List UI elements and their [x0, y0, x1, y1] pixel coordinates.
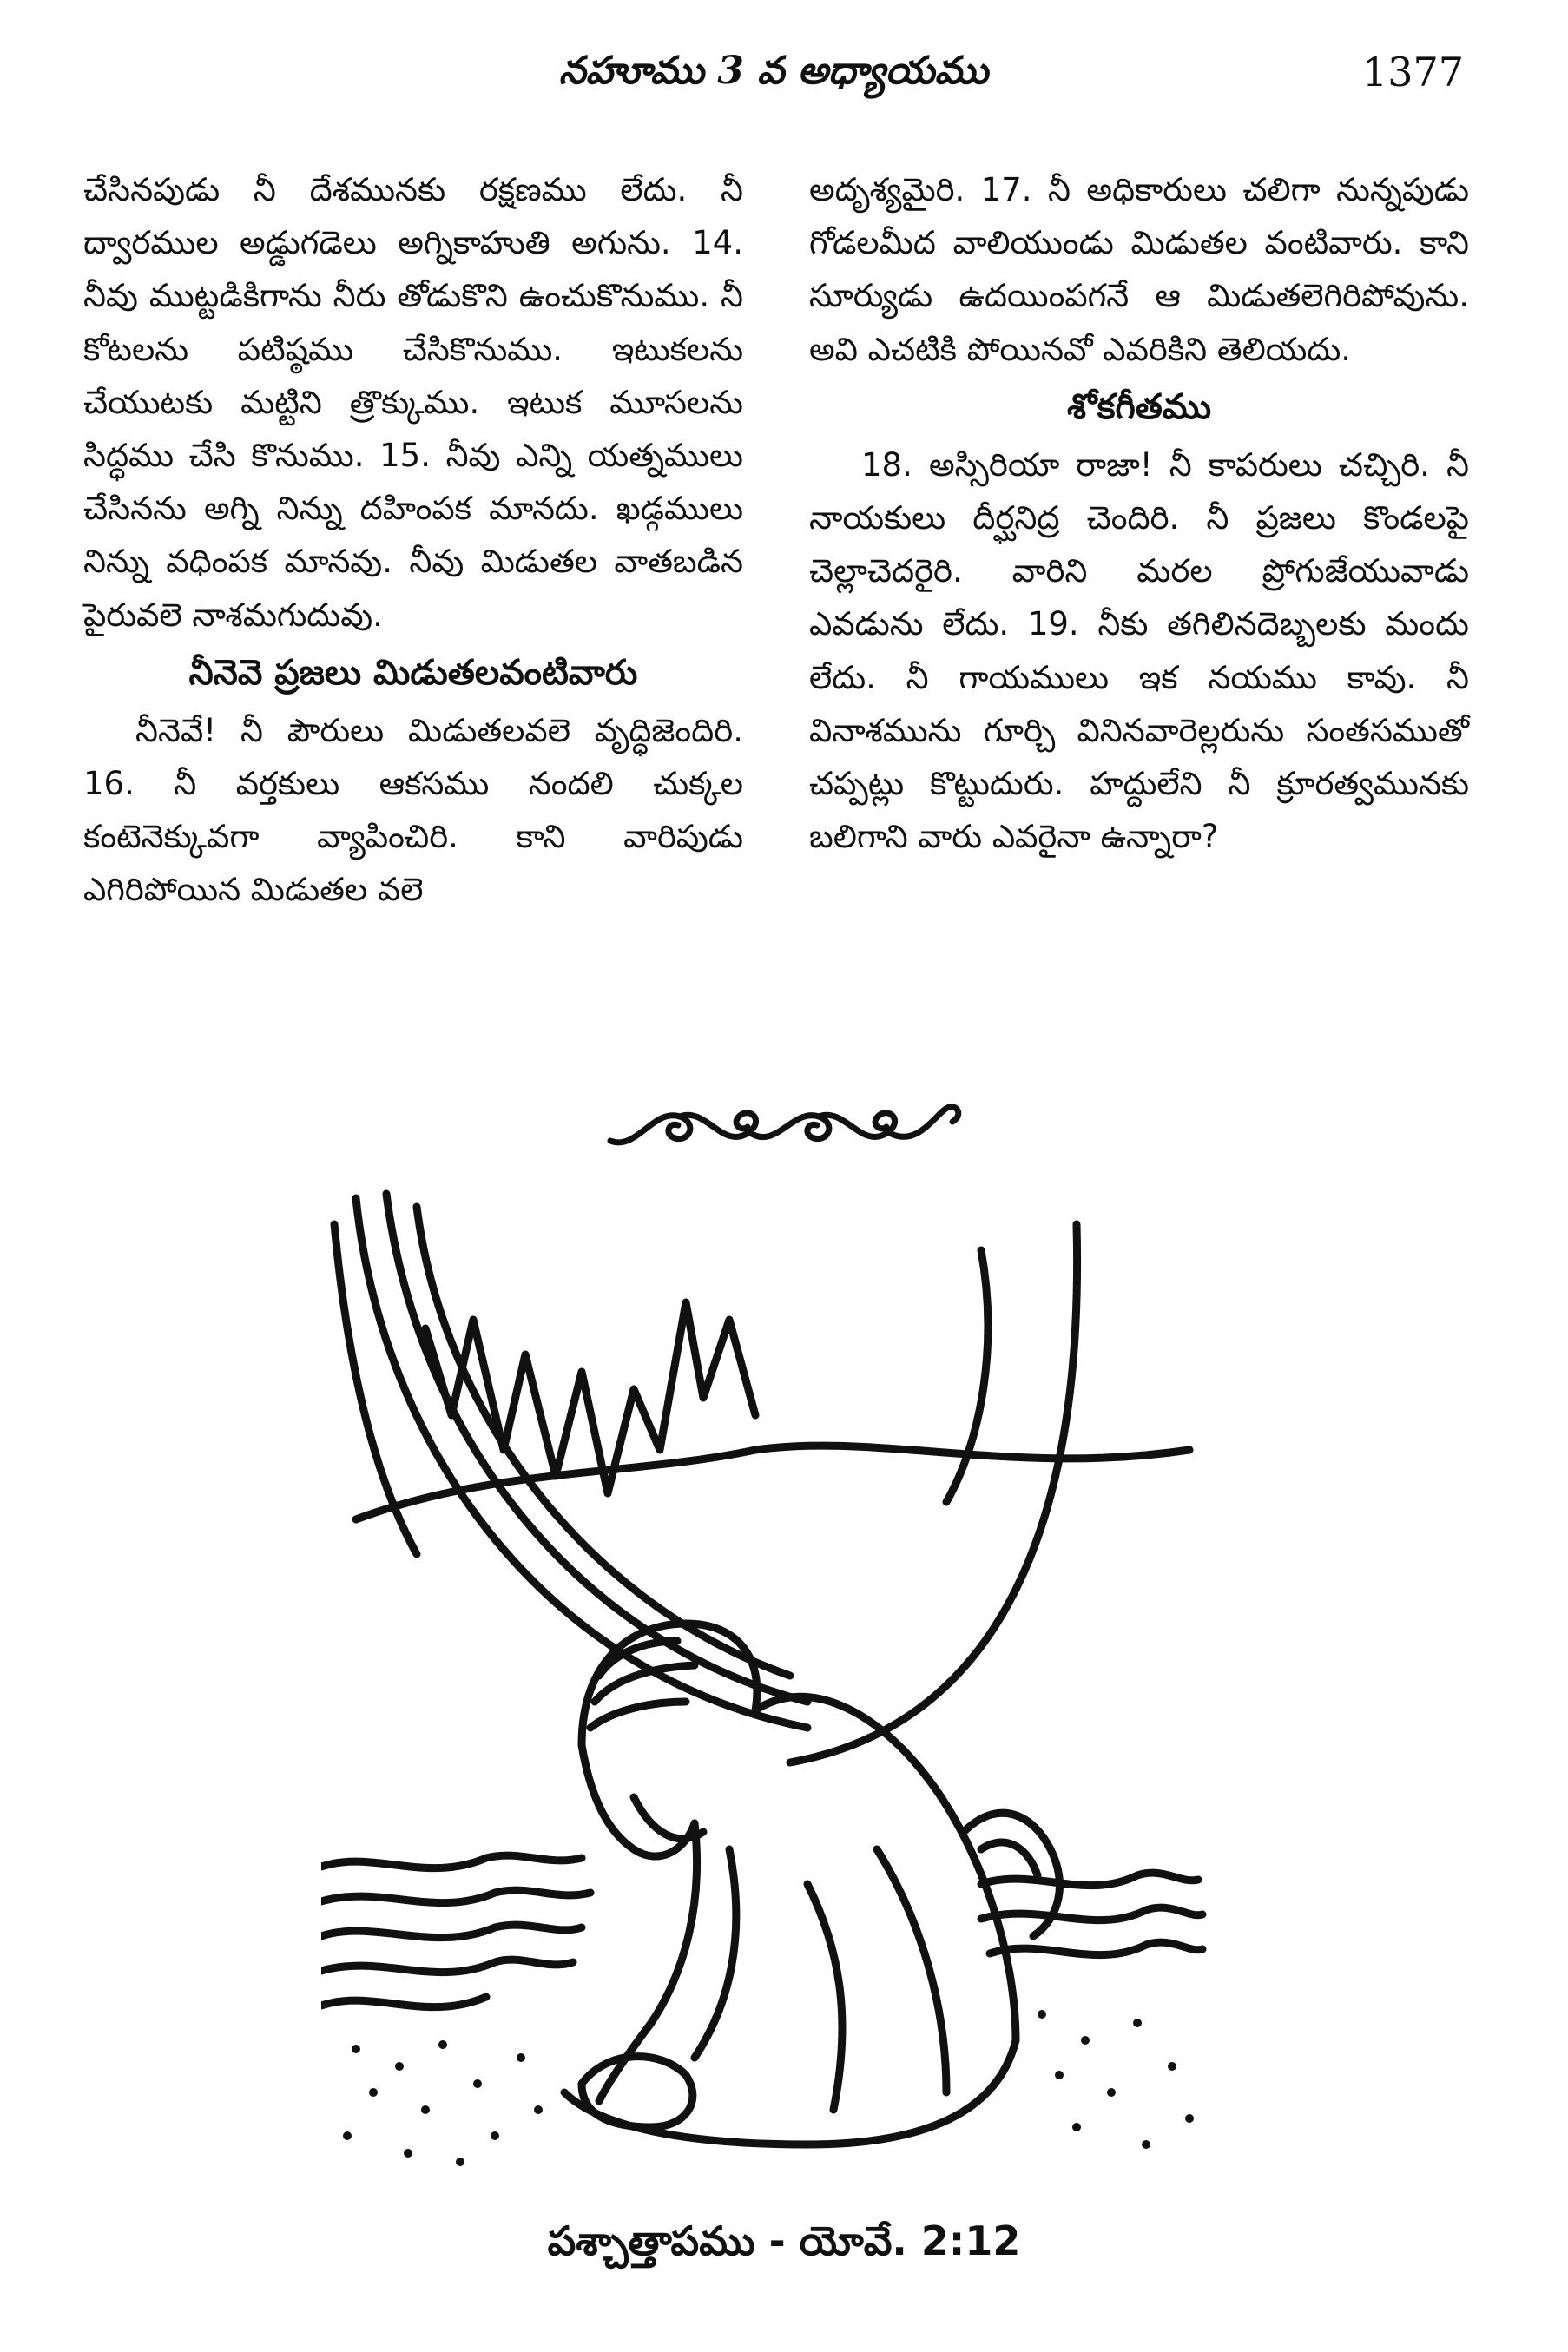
running-title: నహూము 3 వ అధ్యాయము	[558, 49, 989, 93]
left-column	[83, 163, 743, 917]
right-column	[809, 163, 1469, 863]
right-section-heading: శోకగీతము	[1066, 386, 1212, 427]
right-paragraph-1: అదృశ్యమైరి. 17. నీ అధికారులు చలిగా నున్నపుడు గోడలమీద వాలియుండు మిడుతల వంటివారు. కాని సూర్యుడు ఉదయింపగనే ఆ మిడుతలెగిరిపోవును. అవి ఎచటికి పోయినవో ఎవరికిని తెలియదు.	[809, 171, 1469, 368]
page-number: 1377	[1361, 49, 1464, 96]
right-paragraph-2: 18. అస్సిరియా రాజా! నీ కాపరులు చచ్చిరి. నీ నాయకులు దీర్ఘనిద్ర చెందిరి. నీ ప్రజలు కొండలపై చెల్లాచెదరైరి. వారిని మరల ప్రోగుజేయువాడు ఎవడును లేదు. 19. నీకు తగిలినదెబ్బలకు మందు లేదు. నీ గాయములు ఇక నయము కావు. నీ వినాశమును గూర్చి వినినవారెల్లరును సంతసముతో చప్పట్లు కొట్టుదురు. హద్దులేని నీ క్రూరత్వమునకు బలిగాని వారు ఎవరైనా ఉన్నారా?	[809, 445, 1469, 856]
left-paragraph-2: నీనెవే! నీ పౌరులు మిడుతలవలె వృద్ధిజెందిరి. 16. నీ వర్తకులు ఆకసము నందలి చుక్కల కంటెనెక్కువగా వ్యాపించిరి. కాని వారిపుడు ఎగిరిపోయిన మిడుతల వలె	[83, 711, 743, 909]
text-columns	[83, 163, 1472, 1084]
left-section-heading: నీనెవె ప్రజలు మిడుతలవంటివారు	[188, 652, 638, 693]
kneeling-penitent-illustration	[321, 1189, 1207, 2179]
running-header	[83, 49, 1464, 109]
scroll-ornament-icon	[602, 1090, 966, 1160]
illustration-caption: పశ్చాత్తాపము - యోవే. 2:12	[547, 2217, 1021, 2264]
left-paragraph-1: చేసినపుడు నీ దేశమునకు రక్షణము లేదు. నీ ద్వారముల అడ్డుగడెలు అగ్నికాహుతి అగును. 14. నీవు ముట్టడికిగాను నీరు తోడుకొని ఉంచుకొనుము. నీ కోటలను పటిష్ఠము చేసికొనుము. ఇటుకలను చేయుటకు మట్టిని త్రొక్కుము. ఇటుక మూసలను సిద్ధము చేసి కొనుము. 15. నీవు ఎన్ని యత్నములు చేసినను అగ్ని నిన్ను దహింపక మానదు. ఖడ్గములు నిన్ను వధింపక మానవు. నీవు మిడుతల వాతబడిన పైరువలె నాశమగుదువు.	[83, 171, 743, 634]
